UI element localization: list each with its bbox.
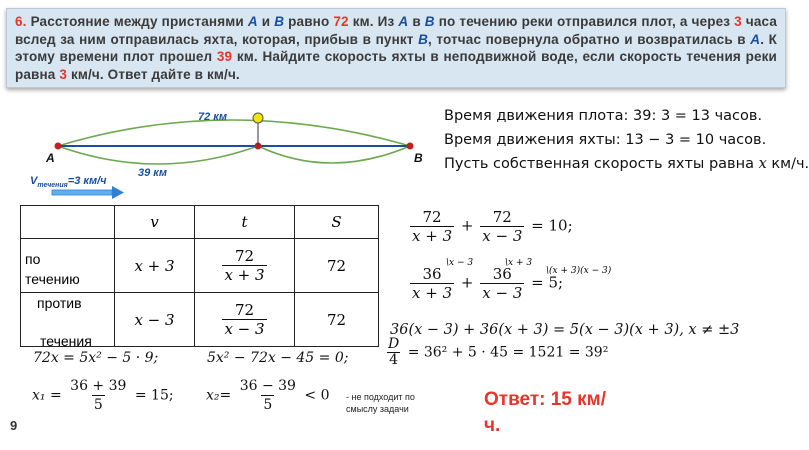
frac-den: x + 3 bbox=[412, 284, 453, 302]
x2-lhs: x₂= bbox=[206, 387, 232, 404]
header-s: S bbox=[295, 206, 379, 239]
problem-text-segment: А bbox=[750, 31, 761, 47]
row-upstream-t-frac bbox=[222, 301, 266, 338]
problem-text-segment: 72 bbox=[333, 14, 349, 29]
problem-text-segment: В bbox=[274, 14, 285, 29]
problem-text-segment: А bbox=[398, 14, 409, 29]
x2-rhs: < 0 bbox=[304, 387, 330, 404]
plus-sign: + bbox=[460, 273, 474, 292]
frac-num: 36 − 39 bbox=[239, 378, 296, 394]
frac-den: 5 bbox=[263, 397, 273, 413]
quadratic-step-2: 5x² − 72x − 45 = 0; bbox=[207, 350, 349, 366]
row-upstream-label-b: течения bbox=[40, 333, 92, 349]
eq2-frac-1 bbox=[410, 265, 454, 302]
row-downstream-v-text: x + 3 bbox=[134, 256, 175, 275]
eq1-rhs: = 10; bbox=[531, 216, 573, 235]
frac-num: 72 bbox=[234, 301, 255, 319]
bottom-distance-label: 39 км bbox=[138, 167, 168, 179]
disc-frac bbox=[386, 337, 401, 368]
row-upstream-s: 72 bbox=[295, 293, 379, 347]
answer-text: Ответ: 15 км/ч. bbox=[484, 389, 606, 436]
eq2-multiplier-2: \x + 3 bbox=[505, 258, 533, 268]
point-a-label: A bbox=[46, 151, 55, 165]
header-v: v bbox=[115, 206, 195, 239]
eq1-frac-2 bbox=[480, 208, 524, 245]
problem-text-segment: км/ч. Ответ дайте в км/ч. bbox=[67, 66, 240, 82]
assumption-pre: Пусть собственная скорость яхты равна bbox=[444, 156, 759, 172]
point-a-dot bbox=[55, 143, 62, 150]
yacht-arc-top bbox=[58, 120, 410, 146]
row-downstream-t bbox=[195, 239, 295, 293]
problem-text-segment: 3 bbox=[734, 14, 742, 29]
frac-num: 36 + 39 bbox=[70, 378, 127, 394]
equation-2 bbox=[408, 265, 563, 302]
assumption-post: км/ч. bbox=[766, 156, 809, 172]
row-downstream-v bbox=[115, 239, 195, 293]
root-x2-note: - не подходит по смыслу задачи bbox=[346, 392, 415, 414]
problem-text-segment: км. Из bbox=[348, 14, 399, 29]
table-corner bbox=[21, 206, 115, 239]
problem-text-segment: по течению реки отправился плот, а через bbox=[434, 14, 735, 29]
frac-num: 72 bbox=[492, 208, 512, 226]
problem-text-segment: А bbox=[247, 14, 258, 29]
eq2-rhs: = 5; bbox=[531, 273, 564, 292]
frac-den: 4 bbox=[389, 352, 399, 368]
problem-text-segment: равно bbox=[284, 14, 334, 29]
header-t: t bbox=[195, 206, 295, 239]
discriminant bbox=[384, 337, 608, 368]
frac-num: D bbox=[388, 336, 400, 352]
x1-frac bbox=[68, 377, 128, 414]
disc-rhs: = 36² + 5 · 45 = 1521 = 39² bbox=[407, 344, 609, 361]
problem-text-segment: В bbox=[424, 14, 435, 29]
problem-banner bbox=[6, 8, 786, 88]
current-speed-label: $V_{течения}=3$ км/ч bbox=[30, 175, 107, 189]
x1-rhs: = 15; bbox=[134, 387, 174, 404]
point-b-dot bbox=[407, 143, 414, 150]
frac-num: 36 bbox=[492, 265, 512, 283]
problem-text-segment: 3 bbox=[59, 66, 68, 82]
top-distance-label: 72 км bbox=[198, 111, 228, 123]
row-upstream-v bbox=[115, 293, 195, 347]
frac-num: 72 bbox=[422, 208, 442, 226]
meeting-marker bbox=[253, 113, 263, 123]
frac-den: 5 bbox=[93, 397, 103, 413]
raft-arc bbox=[58, 146, 258, 164]
problem-text-segment: , тотчас повернула обратно и возвратилась в bbox=[427, 31, 751, 47]
row-upstream-label-a: против bbox=[37, 295, 82, 311]
frac-num: 72 bbox=[234, 247, 255, 265]
problem-text-segment: и bbox=[257, 14, 275, 29]
eq2-frac-2 bbox=[480, 265, 524, 302]
frac-den: x + 3 bbox=[412, 227, 453, 245]
assumption-text bbox=[444, 156, 809, 172]
row-upstream-t bbox=[195, 293, 295, 347]
x1-lhs: x₁ = bbox=[32, 387, 62, 404]
frac-num: 36 bbox=[422, 265, 442, 283]
x2-frac bbox=[238, 377, 298, 414]
problem-text-segment: Расстояние между пристанями bbox=[30, 14, 248, 29]
problem-text-segment: км. Найдите скорость яхты в неподвижной воде, если скорость течения реки равна bbox=[15, 49, 777, 82]
equation-3: 36(x − 3) + 36(x + 3) = 5(x − 3)(x + 3), x ≠ ±3 bbox=[390, 322, 740, 338]
problem-text-segment: 6. bbox=[15, 14, 31, 29]
problem-text-segment: часа вслед за ним отправилась яхта, которая, прибыв в пункт bbox=[15, 14, 777, 47]
problem-text-segment: В bbox=[418, 31, 428, 47]
root-x2 bbox=[206, 377, 330, 414]
eq2-multiplier-1: \x − 3 bbox=[446, 258, 474, 268]
problem-text-segment: 39 bbox=[216, 49, 233, 64]
frac-den: x − 3 bbox=[482, 284, 523, 302]
row-upstream-v-text: x − 3 bbox=[134, 310, 175, 329]
equation-1 bbox=[408, 208, 573, 245]
motion-table bbox=[20, 205, 379, 347]
row-downstream-t-frac bbox=[222, 247, 266, 284]
row-downstream-s: 72 bbox=[295, 239, 379, 293]
yacht-time-text: Время движения яхты: 13 − 3 = 10 часов. bbox=[444, 132, 767, 148]
eq2-multiplier-3: \(x + 3)(x − 3) bbox=[546, 266, 612, 276]
eq1-frac-1 bbox=[410, 208, 454, 245]
root-x1 bbox=[32, 377, 174, 414]
row-downstream-label: по течению bbox=[25, 251, 80, 287]
frac-den: x − 3 bbox=[224, 320, 265, 338]
page-number: 9 bbox=[10, 418, 18, 433]
river-diagram bbox=[30, 100, 430, 200]
point-b-label: B bbox=[414, 151, 423, 165]
plus-sign: + bbox=[460, 216, 474, 235]
yacht-arc-bottom bbox=[258, 146, 410, 163]
problem-text-segment: в bbox=[408, 14, 425, 29]
raft-time-text: Время движения плота: 39: 3 = 13 часов. bbox=[444, 108, 763, 124]
quadratic-step-1: 72x = 5x² − 5 · 9; bbox=[33, 350, 159, 366]
assumption-var: x bbox=[758, 156, 767, 172]
frac-den: x + 3 bbox=[224, 266, 265, 284]
row-downstream-label-cell bbox=[21, 239, 115, 293]
problem-text-segment: . К этому времени плот прошел bbox=[15, 31, 777, 64]
frac-den: x − 3 bbox=[482, 227, 523, 245]
